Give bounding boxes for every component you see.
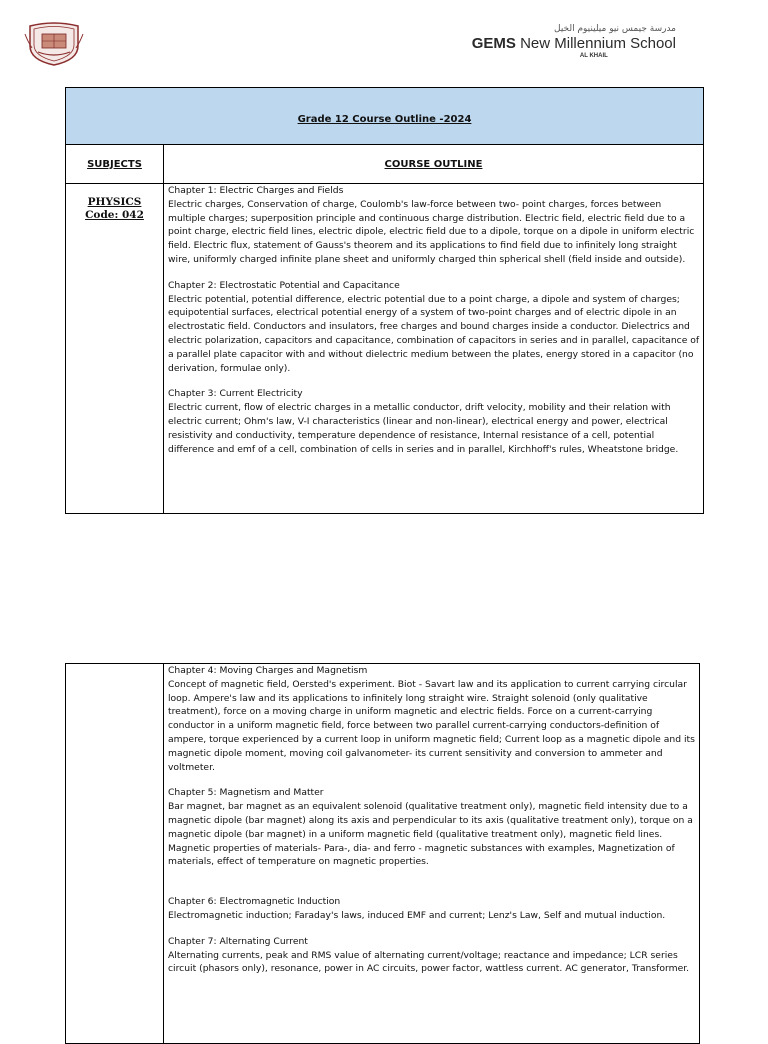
chapter-title: Chapter 3: Current Electricity <box>168 388 303 400</box>
subject-cell-empty <box>66 664 164 1044</box>
subject-name: PHYSICS <box>87 196 142 208</box>
school-crest-logo <box>24 20 84 66</box>
chapter-title: Chapter 7: Alternating Current <box>168 935 308 947</box>
outline-cell <box>164 184 704 514</box>
brand-sub: AL KHAIL <box>579 53 608 59</box>
chapter-text: Electric charges, Conservation of charge, Coulomb's law-force between two- point charges, forces between multiple charges; superposition principle and continuous charge distribution. Electric field, electric field due to a point charge, electric field lines, electric dipole, electric field due to a dipole, torque on a dipole in uniform electric field. Electric flux, statement of Gauss's theorem and its applications to find field due to infinitely long straight wire, uniformly charged infinite plane sheet and uniformly charged thin spherical shell (field inside and outside). <box>168 198 695 265</box>
chapter-text: Electric potential, potential difference, electric potential due to a point charge, a dipole and system of charges; equipotential surfaces, electrical potential energy of a system of two-point charges and of electric dipole in an electrostatic field. Conductors and insulators, free charges and bound charges inside a conductor. Dielectrics and electric polarization, capacitors and capacitance, combination of capacitors in series and in parallel, capacitance of a parallel plate capacitor with and without dielectric medium between the plates, energy stored in a capacitor (no derivation, formulae only). <box>168 293 700 374</box>
chapter-title: Chapter 6: Electromagnetic Induction <box>168 896 341 908</box>
chapter-block <box>168 279 700 376</box>
table-title-cell <box>66 88 704 145</box>
chapter-title: Chapter 5: Magnetism and Matter <box>168 787 324 799</box>
chapter-block <box>168 664 696 774</box>
brand-arabic: مدرسة جيمس نيو ميلينيوم الخيل <box>554 24 676 34</box>
chapter-text: Concept of magnetic field, Oersted's experiment. Biot - Savart law and its application to current carrying circular loop. Ampere's law and its applications to infinitely long straight wire. Straight solenoid (only qualitative treatment), force on a moving charge in uniform magnetic and electric fields. Force on a current-carrying conductor in a uniform magnetic field, force between two parallel current-carrying conductors-definition of ampere, torque experienced by a current loop in uniform magnetic field; Current loop as a magnetic dipole and its magnetic dipole moment, moving coil galvanometer- its current sensitivity and conversion to ammeter and voltmeter. <box>168 678 695 773</box>
subjects-header: SUBJECTS <box>66 145 164 184</box>
table-title: Grade 12 Course Outline -2024 <box>297 113 472 125</box>
chapter-block <box>168 387 700 456</box>
course-outline-table-2 <box>65 663 700 1044</box>
chapter-block <box>168 184 700 267</box>
course-outline-header: COURSE OUTLINE <box>164 145 704 184</box>
subject-code: Code: 042 <box>85 209 144 221</box>
chapter-text: Alternating currents, peak and RMS value of alternating current/voltage; reactance and impedance; LCR series circuit (phasors only), resonance, power in AC circuits, power factor, wattless current. AC generator, Transformer. <box>168 949 690 975</box>
chapter-title: Chapter 2: Electrostatic Potential and Capacitance <box>168 279 400 291</box>
chapter-block <box>168 935 696 976</box>
chapter-title: Chapter 4: Moving Charges and Magnetism <box>168 665 368 676</box>
chapter-block <box>168 895 696 923</box>
brand-rest: New Millennium School <box>515 35 676 52</box>
outline-cell <box>164 664 700 1044</box>
chapter-block <box>168 786 696 869</box>
school-brand <box>472 24 676 59</box>
chapter-text: Electromagnetic induction; Faraday's laws, induced EMF and current; Lenz's Law, Self and mutual induction. <box>168 909 666 921</box>
brand-prefix: GEMS <box>471 35 516 52</box>
chapter-text: Bar magnet, bar magnet as an equivalent solenoid (qualitative treatment only), magnetic field intensity due to a magnetic dipole (bar magnet) along its axis and perpendicular to its axis (qualitative treatment only), torque on a magnetic dipole (bar magnet) in a uniform magnetic field (qualitative treatment only), magnetic field lines. Magnetic properties of materials- Para-, dia- and ferro - magnetic substances with examples, Magnetization of materials, effect of temperature on magnetic properties. <box>168 801 693 868</box>
subject-cell <box>66 184 164 514</box>
course-outline-table-1 <box>65 87 704 514</box>
brand-name <box>472 36 676 52</box>
chapter-text: Electric current, flow of electric charges in a metallic conductor, drift velocity, mobility and their relation with electric current; Ohm's law, V-I characteristics (linear and non-linear), electrical energy and power, electrical resistivity and conductivity, temperature dependence of resistance, Internal resistance of a cell, potential difference and emf of a cell, combination of cells in series and in parallel, Kirchhoff's rules, Wheatstone bridge. <box>168 402 679 455</box>
chapter-title: Chapter 1: Electric Charges and Fields <box>168 185 344 196</box>
